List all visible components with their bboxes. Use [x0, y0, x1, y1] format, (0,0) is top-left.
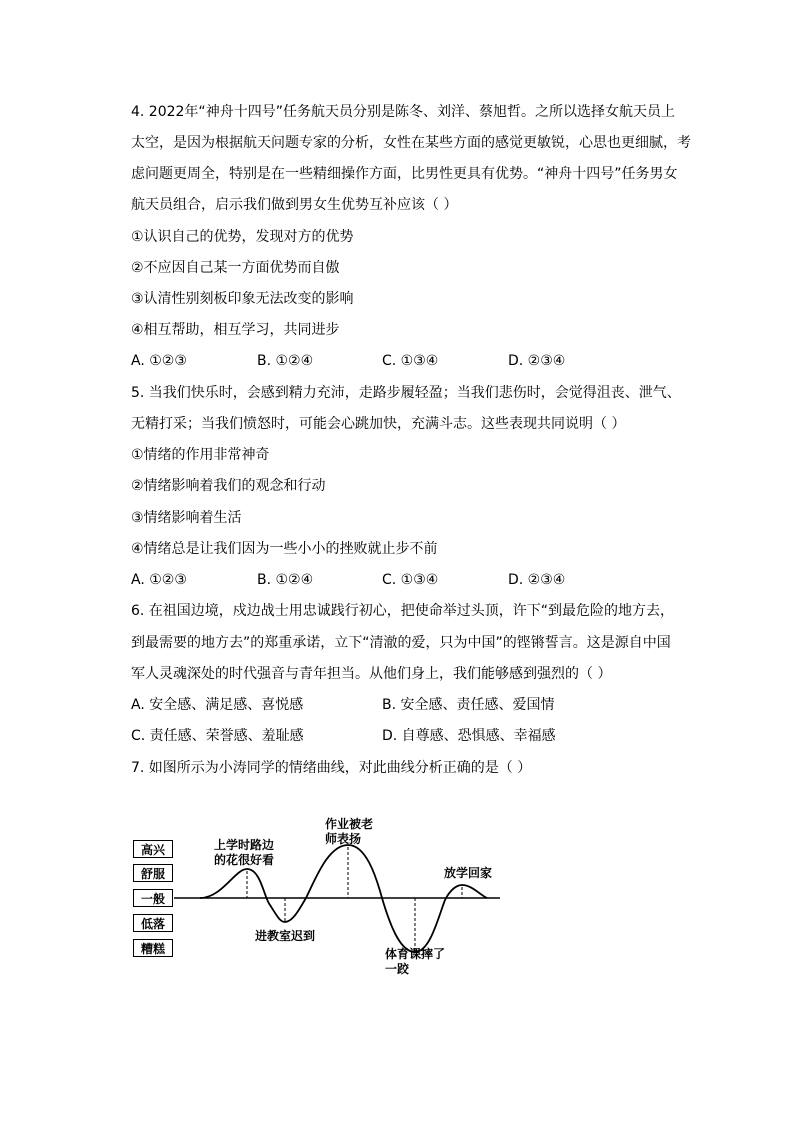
q5-item-1: ①情绪的作用非常神奇 [131, 447, 270, 463]
q4-item-2: ②不应因自己某一方面优势而自傲 [131, 260, 340, 276]
q4-option-c[interactable]: C. ①③④ [382, 353, 439, 369]
level-happy-label: 高兴 [133, 840, 173, 858]
annotation-fell-2: 一跤 [385, 962, 410, 976]
level-comfortable-label: 舒服 [133, 864, 173, 882]
q5-item-4: ④情绪总是让我们因为一些小小的挫败就止步不前 [131, 541, 438, 557]
q6-option-d[interactable]: D. 自尊感、恐惧感、幸福感 [382, 728, 556, 744]
q5-item-2: ②情绪影响着我们的观念和行动 [131, 478, 326, 494]
annotation-flowers: 上学时路边 [214, 838, 275, 852]
q6-option-b[interactable]: B. 安全感、责任感、爱国情 [382, 697, 555, 713]
q6-option-c[interactable]: C. 责任感、荣誉感、羞耻感 [131, 728, 304, 744]
level-bad-label: 糟糕 [133, 939, 173, 957]
q6-line-3: 军人灵魂深处的时代强音与青年担当。从他们身上，我们能够感到强烈的（ ） [131, 666, 612, 682]
q4-item-3: ③认清性别刻板印象无法改变的影响 [131, 291, 354, 307]
q5-option-a[interactable]: A. ①②③ [131, 572, 187, 588]
q5-item-3: ③情绪影响着生活 [131, 510, 242, 526]
q4-option-a[interactable]: A. ①②③ [131, 353, 187, 369]
q6-line-2: 到最需要的地方去”的郑重承诺，立下“清澈的爱，只为中国”的铿锵誓言。这是源自中国 [131, 635, 671, 651]
annotation-flowers-2: 的花很好看 [214, 853, 275, 867]
annotation-praised-2: 师表扬 [325, 832, 362, 846]
q4-option-d[interactable]: D. ②③④ [508, 353, 566, 369]
q4-line-1: 4. 2022年“神舟十四号”任务航天员分别是陈冬、刘洋、蔡旭哲。之所以选择女航天员上 [131, 104, 675, 120]
q5-option-d[interactable]: D. ②③④ [508, 572, 566, 588]
q4-line-3: 虑问题更周全，特别是在一些精细操作方面，比男性更具有优势。“神舟十四号”任务男女 [131, 166, 678, 182]
annotation-praised: 作业被老 [325, 817, 374, 831]
annotation-fell: 体育课摔了 [385, 947, 446, 961]
q4-option-b[interactable]: B. ①②④ [257, 353, 314, 369]
q5-line-2: 无精打采；当我们愤怒时，可能会心跳加快，充满斗志。这些表现共同说明（ ） [131, 416, 626, 432]
level-low-label: 低落 [133, 914, 173, 932]
annotation-home: 放学回家 [444, 866, 493, 880]
q7-line: 7. 如图所示为小涛同学的情绪曲线，对此曲线分析正确的是（ ） [131, 760, 532, 776]
q5-option-c[interactable]: C. ①③④ [382, 572, 439, 588]
q6-option-a[interactable]: A. 安全感、满足感、喜悦感 [131, 697, 304, 713]
level-normal-label: 一般 [133, 889, 173, 907]
q4-line-4: 航天员组合，启示我们做到男女生优势互补应该（ ） [131, 197, 458, 213]
q6-line-1: 6. 在祖国边境，戍边战士用忠诚践行初心，把使命举过头顶，许下“到最危险的地方去， [131, 603, 675, 619]
q5-option-b[interactable]: B. ①②④ [257, 572, 314, 588]
q5-line-1: 5. 当我们快乐时，会感到精力充沛，走路步履轻盈；当我们悲伤时，会觉得沮丧、泄气、 [131, 385, 681, 401]
annotation-late: 进教室迟到 [255, 929, 316, 943]
q4-item-1: ①认识自己的优势，发现对方的优势 [131, 229, 354, 245]
q4-item-4: ④相互帮助，相互学习，共同进步 [131, 322, 340, 338]
q4-line-2: 太空，是因为根据航天问题专家的分析，女性在某些方面的感觉更敏锐，心思也更细腻，考 [131, 135, 691, 151]
